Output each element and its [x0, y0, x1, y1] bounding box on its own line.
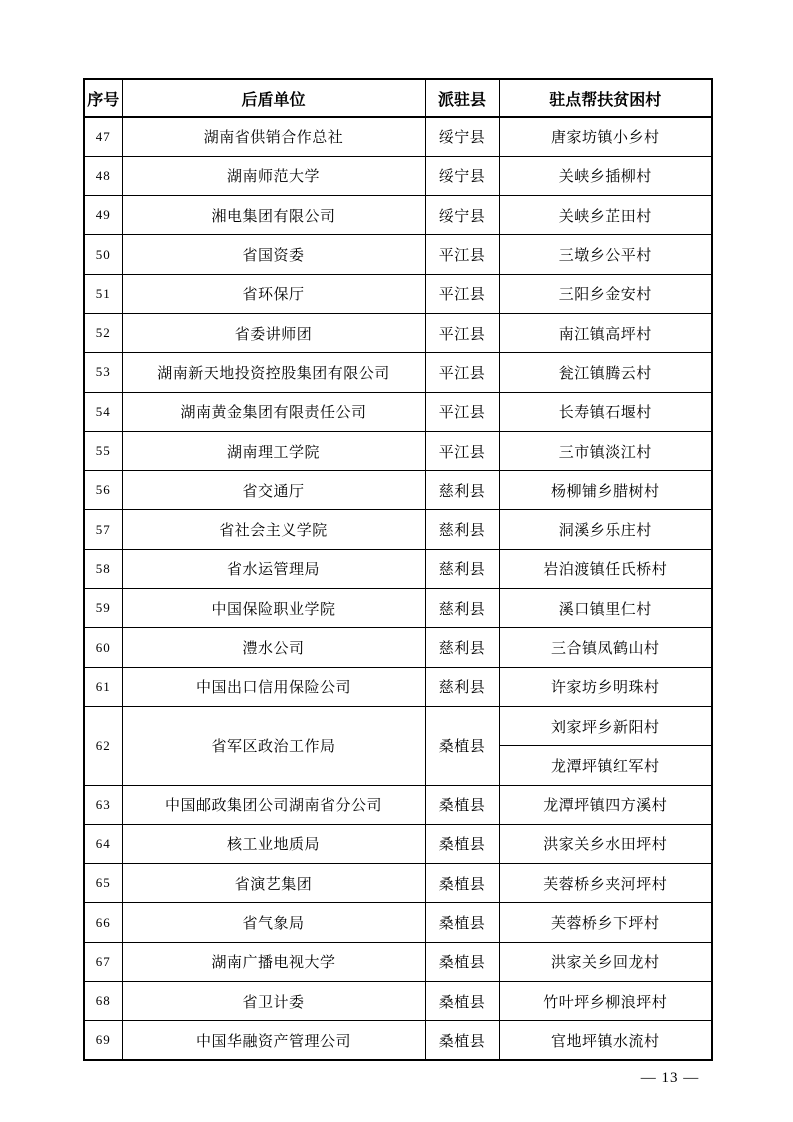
cell-unit: 省演艺集团: [122, 864, 425, 903]
cell-number: 66: [84, 903, 122, 942]
cell-county: 平江县: [425, 274, 499, 313]
cell-village: 竹叶坪乡柳浪坪村: [499, 982, 712, 1021]
table-row: [84, 549, 712, 588]
cell-number: 67: [84, 942, 122, 981]
cell-unit: 省水运管理局: [122, 549, 425, 588]
cell-village: 洪家关乡回龙村: [499, 942, 712, 981]
page-number: — 13 —: [640, 1070, 700, 1086]
cell-village: 唐家坊镇小乡村: [499, 117, 712, 156]
cell-village: 三墩乡公平村: [499, 235, 712, 274]
cell-county: 绥宁县: [425, 196, 499, 235]
cell-number: 61: [84, 667, 122, 706]
cell-county: 桑植县: [425, 982, 499, 1021]
table-row: [84, 117, 712, 156]
table-row: [84, 196, 712, 235]
cell-unit: 省交通厅: [122, 471, 425, 510]
cell-village: 芙蓉桥乡夹河坪村: [499, 864, 712, 903]
cell-county: 绥宁县: [425, 117, 499, 156]
cell-village: 许家坊乡明珠村: [499, 667, 712, 706]
table-row: [84, 392, 712, 431]
cell-village: 三市镇淡江村: [499, 431, 712, 470]
cell-unit: 湘电集团有限公司: [122, 196, 425, 235]
cell-village: 刘家坪乡新阳村: [499, 706, 712, 745]
cell-village: 杨柳铺乡腊树村: [499, 471, 712, 510]
cell-village: 官地坪镇水流村: [499, 1021, 712, 1060]
cell-village: 岩泊渡镇任氏桥村: [499, 549, 712, 588]
cell-unit: 湖南师范大学: [122, 156, 425, 195]
cell-village: 洞溪乡乐庄村: [499, 510, 712, 549]
cell-county: 平江县: [425, 431, 499, 470]
cell-county: 绥宁县: [425, 156, 499, 195]
table-header: [84, 79, 712, 117]
cell-unit: 中国保险职业学院: [122, 589, 425, 628]
table-row: [84, 510, 712, 549]
cell-village: 南江镇高坪村: [499, 313, 712, 352]
cell-county: 平江县: [425, 353, 499, 392]
table-row: [84, 353, 712, 392]
table-row: [84, 471, 712, 510]
cell-village: 关峡乡芷田村: [499, 196, 712, 235]
table-row: [84, 235, 712, 274]
cell-unit: 省社会主义学院: [122, 510, 425, 549]
cell-unit: 湖南理工学院: [122, 431, 425, 470]
cell-number: 64: [84, 824, 122, 863]
cell-county: 桑植县: [425, 903, 499, 942]
cell-unit: 省国资委: [122, 235, 425, 274]
cell-unit: 湖南广播电视大学: [122, 942, 425, 981]
cell-number: 65: [84, 864, 122, 903]
cell-county: 桑植县: [425, 864, 499, 903]
cell-county: 慈利县: [425, 667, 499, 706]
cell-number: 69: [84, 1021, 122, 1060]
cell-village: 芙蓉桥乡下坪村: [499, 903, 712, 942]
table-row: [84, 1021, 712, 1060]
cell-unit: 省卫计委: [122, 982, 425, 1021]
cell-number: 59: [84, 589, 122, 628]
table-row: [84, 942, 712, 981]
cell-unit: 省军区政治工作局: [122, 706, 425, 785]
cell-number: 58: [84, 549, 122, 588]
cell-village: 三阳乡金安村: [499, 274, 712, 313]
cell-county: 慈利县: [425, 510, 499, 549]
table-row: [84, 667, 712, 706]
cell-unit: 中国出口信用保险公司: [122, 667, 425, 706]
cell-village: 龙潭坪镇四方溪村: [499, 785, 712, 824]
table-row: [84, 903, 712, 942]
cell-unit: 中国邮政集团公司湖南省分公司: [122, 785, 425, 824]
cell-village: 洪家关乡水田坪村: [499, 824, 712, 863]
table-row: [84, 706, 712, 745]
table-row: [84, 824, 712, 863]
cell-county: 慈利县: [425, 589, 499, 628]
col-header-unit: 后盾单位: [122, 79, 425, 117]
cell-county: 慈利县: [425, 628, 499, 667]
cell-village: 龙潭坪镇红军村: [499, 746, 712, 785]
header-row: [84, 79, 712, 117]
cell-county: 桑植县: [425, 942, 499, 981]
cell-county: 桑植县: [425, 785, 499, 824]
cell-county: 桑植县: [425, 824, 499, 863]
cell-unit: 澧水公司: [122, 628, 425, 667]
table-row: [84, 628, 712, 667]
cell-unit: 核工业地质局: [122, 824, 425, 863]
cell-number: 48: [84, 156, 122, 195]
cell-number: 57: [84, 510, 122, 549]
cell-county: 平江县: [425, 392, 499, 431]
cell-number: 52: [84, 313, 122, 352]
cell-village: 三合镇凤鹤山村: [499, 628, 712, 667]
cell-unit: 湖南新天地投资控股集团有限公司: [122, 353, 425, 392]
cell-number: 54: [84, 392, 122, 431]
table-row: [84, 785, 712, 824]
table-row: [84, 313, 712, 352]
cell-number: 51: [84, 274, 122, 313]
cell-number: 49: [84, 196, 122, 235]
table-row: [84, 431, 712, 470]
cell-number: 63: [84, 785, 122, 824]
cell-village: 溪口镇里仁村: [499, 589, 712, 628]
cell-unit: 省环保厅: [122, 274, 425, 313]
table-row: [84, 156, 712, 195]
cell-village: 关峡乡插柳村: [499, 156, 712, 195]
cell-village: 长寿镇石堰村: [499, 392, 712, 431]
cell-number: 68: [84, 982, 122, 1021]
cell-county: 平江县: [425, 235, 499, 274]
col-header-county: 派驻县: [425, 79, 499, 117]
cell-unit: 省气象局: [122, 903, 425, 942]
cell-village: 瓮江镇腾云村: [499, 353, 712, 392]
cell-unit: 湖南黄金集团有限责任公司: [122, 392, 425, 431]
cell-number: 50: [84, 235, 122, 274]
cell-unit: 中国华融资产管理公司: [122, 1021, 425, 1060]
cell-number: 47: [84, 117, 122, 156]
table-row: [84, 982, 712, 1021]
col-header-village: 驻点帮扶贫困村: [499, 79, 712, 117]
col-header-number: 序号: [84, 79, 122, 117]
cell-number: 62: [84, 706, 122, 785]
cell-county: 桑植县: [425, 706, 499, 785]
table-body: [84, 117, 712, 1060]
cell-unit: 省委讲师团: [122, 313, 425, 352]
cell-county: 慈利县: [425, 549, 499, 588]
cell-unit: 湖南省供销合作总社: [122, 117, 425, 156]
table-row: [84, 589, 712, 628]
cell-number: 60: [84, 628, 122, 667]
cell-number: 55: [84, 431, 122, 470]
table-row: [84, 864, 712, 903]
cell-county: 平江县: [425, 313, 499, 352]
assistance-table: [83, 78, 713, 1061]
cell-county: 慈利县: [425, 471, 499, 510]
cell-number: 56: [84, 471, 122, 510]
cell-county: 桑植县: [425, 1021, 499, 1060]
table-row: [84, 274, 712, 313]
cell-number: 53: [84, 353, 122, 392]
